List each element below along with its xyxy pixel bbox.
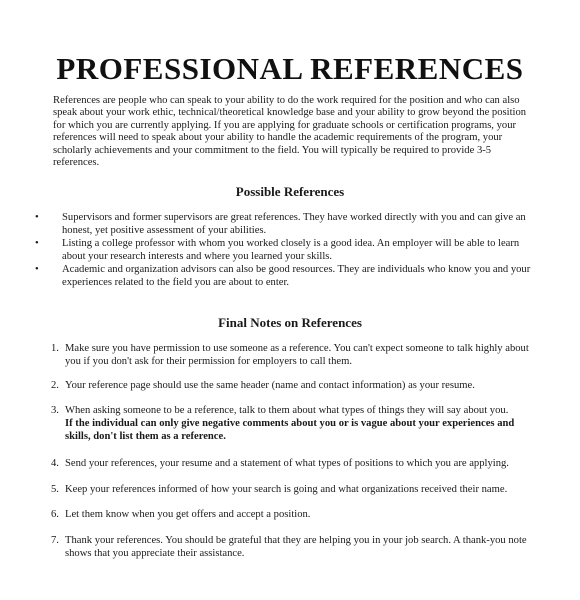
list-item <box>51 483 541 496</box>
list-item-number: 7. <box>51 535 59 546</box>
list-item <box>51 404 541 443</box>
bullet-icon: • <box>35 238 39 249</box>
list-item <box>35 263 540 289</box>
list-item-text: Thank your references. You should be grateful that they are helping you in your job search. A thank-you note shows that you appreciate their assistance. <box>65 535 527 559</box>
list-item-number: 6. <box>51 509 59 520</box>
list-item <box>51 508 541 521</box>
list-item <box>51 342 541 368</box>
list-item-text: Listing a college professor with whom you worked closely is a good idea. An employer will be able to learn about your research interests and where you learned your skills. <box>62 238 520 262</box>
list-item-text: Let them know when you get offers and accept a position. <box>65 509 311 520</box>
final-notes-heading: Final Notes on References <box>218 315 362 330</box>
list-item-text: Send your references, your resume and a statement of what types of positions to which you are applying. <box>65 458 509 469</box>
possible-references-list <box>35 211 540 289</box>
list-item-text: Keep your references informed of how your search is going and what organizations received their name. <box>65 484 508 495</box>
list-item-number: 4. <box>51 458 59 469</box>
bullet-icon: • <box>35 264 39 275</box>
list-item <box>35 237 540 263</box>
list-item <box>51 457 541 470</box>
list-item <box>51 534 541 560</box>
list-item-text: Supervisors and former supervisors are great references. They have worked directly with you and can give an honest, yet positive assessment of your abilities. <box>62 212 526 236</box>
list-item-text: Your reference page should use the same header (name and contact information) as your resume. <box>65 380 475 391</box>
page-title: PROFESSIONAL REFERENCES <box>56 50 524 86</box>
list-item <box>35 211 540 237</box>
list-item-text: Academic and organization advisors can also be good resources. They are individuals who know you and your experiences related to the field you are about to enter. <box>62 264 531 288</box>
list-item-emphasis: If the individual can only give negative comments about you or is vague about your experiences and skills, don't list them as a reference. <box>65 418 515 442</box>
list-item-text: Make sure you have permission to use someone as a reference. You can't expect someone to talk highly about you if you don't ask for their permission for employers to call them. <box>65 343 529 367</box>
list-item-number: 1. <box>51 343 59 354</box>
list-item-text: When asking someone to be a reference, talk to them about what types of things they will say about you. <box>65 405 509 416</box>
possible-references-heading: Possible References <box>235 184 345 199</box>
list-item <box>51 379 541 392</box>
bullet-icon: • <box>35 212 39 223</box>
list-item-number: 2. <box>51 380 59 391</box>
list-item-number: 5. <box>51 484 59 495</box>
intro-paragraph: References are people who can speak to your ability to do the work required for the position and who can also speak about your work ethic, technical/theoretical knowledge base and your ability to grow beyond the position for which you are currently applying. If you are applying for graduate schools or certification programs, your references will need to speak about your ability to handle the academic requirements of the program, your scholarly achievements and your commitment to the field. You will typically be required to provide 3-5 references. <box>53 95 527 169</box>
list-item-number: 3. <box>51 405 59 416</box>
